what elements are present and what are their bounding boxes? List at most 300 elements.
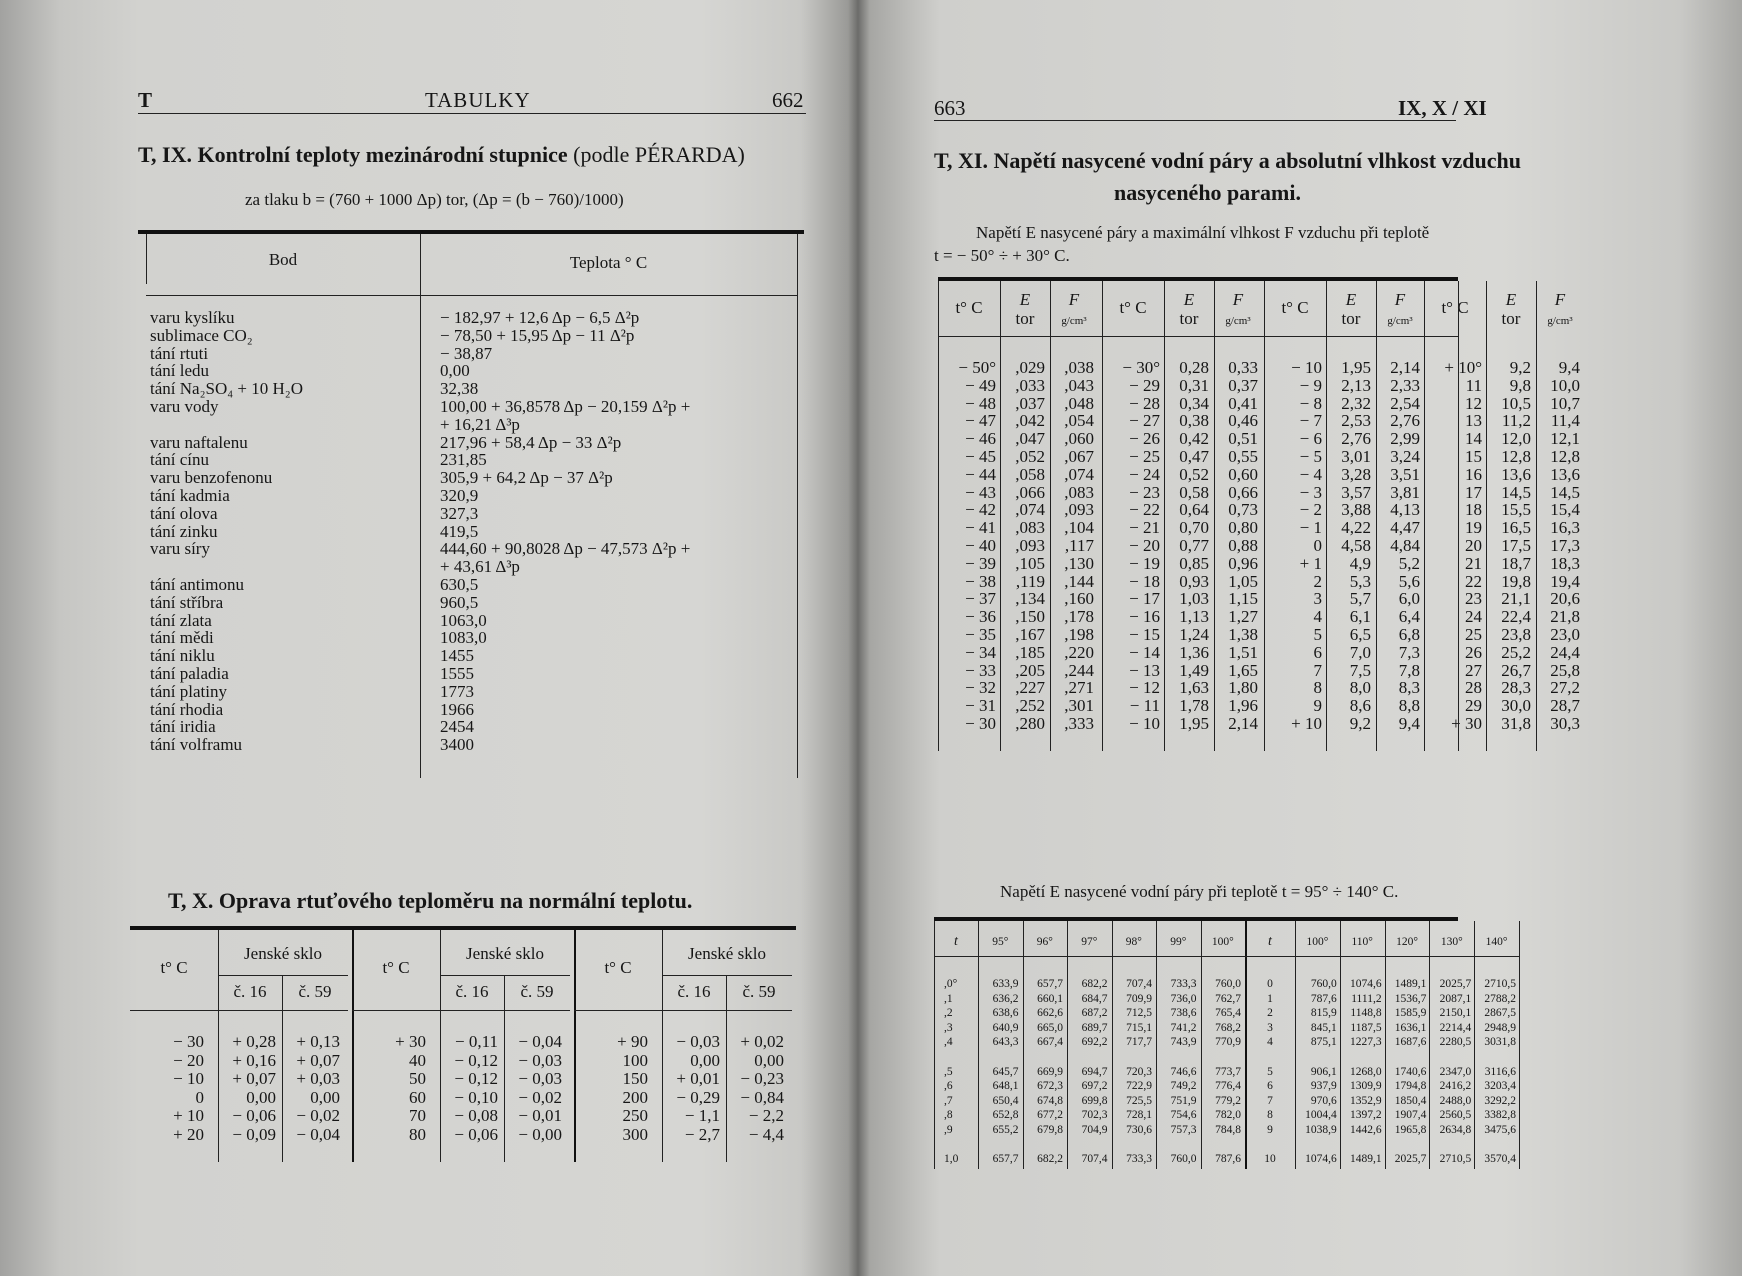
- t11-cell-t: − 31: [965, 696, 996, 716]
- t11-cell-t: 3: [1313, 589, 1322, 609]
- t12-header-left: 100°: [1211, 936, 1234, 948]
- t10-cell-c59: + 0,07: [296, 1050, 340, 1070]
- t12-cell: 669,9: [1037, 1065, 1063, 1078]
- t12-cell: 784,8: [1215, 1124, 1241, 1136]
- t10-cell-t: 100: [622, 1050, 648, 1070]
- t11-header-tor: tor: [1341, 309, 1361, 328]
- t12-cell: 2025,7: [1439, 978, 1472, 990]
- t11-cell-t: − 44: [965, 464, 996, 484]
- t11-cell-E: 0,52: [1179, 464, 1209, 484]
- t11-cell-F: 1,05: [1228, 571, 1258, 591]
- t11-cell-F: 11,4: [1550, 411, 1580, 431]
- t11-cell-F: ,130: [1064, 553, 1094, 573]
- t10-cell-c16: − 0,10: [454, 1087, 498, 1107]
- t10-cell-c59: − 0,02: [296, 1106, 340, 1126]
- t12-header-right: 110°: [1351, 936, 1373, 948]
- t9-title: [138, 142, 745, 168]
- t11-cell-F: ,048: [1064, 393, 1094, 413]
- t10-header-t: t° C: [160, 958, 188, 977]
- t11-cell-t: − 27: [1129, 411, 1160, 431]
- t12-cell-t: ,9: [944, 1124, 953, 1136]
- row-cell: 444,60 + 90,8028 Δp − 47,573 Δ²p +: [440, 539, 691, 559]
- t10-cell-c59: + 0,02: [740, 1032, 784, 1051]
- t12-cell: 3116,6: [1484, 1065, 1516, 1078]
- t12-cell: 2150,1: [1439, 1007, 1472, 1020]
- t12-header-right: 130°: [1440, 936, 1463, 948]
- t12-cell: 665,0: [1037, 1021, 1063, 1034]
- t11-cell-t: − 36: [965, 607, 996, 627]
- t12-cell: 779,2: [1215, 1094, 1241, 1107]
- t11-cell-t: − 5: [1299, 447, 1322, 466]
- t11-cell-F: 0,51: [1228, 429, 1258, 449]
- row-cell: varu naftalenu: [150, 432, 248, 452]
- t10-cell-c16: + 0,07: [232, 1069, 276, 1089]
- row-cell: tání rhodia: [150, 699, 224, 719]
- t11-cell-E: 3,88: [1341, 500, 1371, 520]
- row-cell: 231,85: [440, 450, 487, 470]
- t11-cell-t: 16: [1465, 464, 1482, 484]
- t11-cell-E: 1,63: [1179, 678, 1209, 698]
- t11-cell-F: ,271: [1064, 678, 1094, 698]
- t12-cell: 733,3: [1170, 978, 1197, 990]
- t11-cell-E: 1,13: [1179, 607, 1209, 627]
- t11-cell-F: 3,51: [1390, 464, 1420, 484]
- t11-cell-E: 0,70: [1179, 518, 1209, 538]
- t12-cell: 1111,2: [1351, 992, 1382, 1005]
- t11-header-t: t° C: [955, 298, 983, 317]
- t11-cell-E: ,185: [1015, 642, 1045, 662]
- t11-cell-F: 13,6: [1550, 464, 1580, 484]
- t12-header-t: t: [954, 934, 958, 949]
- t11-cell-E: 1,78: [1179, 696, 1209, 716]
- t9-column-divider: [420, 234, 421, 778]
- t11-cell-E: 5,7: [1349, 589, 1371, 609]
- t11-cell-E: 8,6: [1349, 696, 1371, 716]
- t12-cell: 2025,7: [1394, 1153, 1427, 1166]
- t11-cell-E: 28,3: [1501, 678, 1531, 698]
- t11-cell-t: − 11: [1129, 696, 1160, 716]
- t11-cell-F: 18,3: [1550, 553, 1580, 573]
- t12-cell: 782,0: [1215, 1109, 1241, 1122]
- t11-cell-t: − 2: [1299, 500, 1322, 520]
- t11-cell-F: ,067: [1064, 447, 1094, 466]
- row-cell: 320,9: [440, 485, 479, 505]
- t11-cell-E: 22,4: [1501, 607, 1531, 627]
- t12-top-rule: [934, 917, 1458, 921]
- t12-cell: 2634,8: [1439, 1124, 1472, 1136]
- t11-cell-E: 0,64: [1179, 500, 1209, 520]
- t12-cell: 730,6: [1126, 1124, 1152, 1136]
- t12-cell: 1907,4: [1394, 1109, 1427, 1122]
- t10-header-c16: č. 16: [455, 982, 489, 1001]
- t11-cell-t: − 50°: [958, 358, 996, 377]
- t12-left-border: [934, 921, 935, 1169]
- row-cell: 1063,0: [440, 610, 487, 630]
- t11-cell-F: 0,55: [1228, 447, 1258, 466]
- t11-cell-E: 2,13: [1341, 375, 1371, 395]
- t12-cell: 707,4: [1081, 1153, 1108, 1166]
- t12-header-t: t: [1268, 934, 1272, 949]
- row-cell: tání volframu: [150, 735, 243, 755]
- t11-cell-E: ,150: [1015, 607, 1045, 627]
- t11-cell-E: ,205: [1015, 660, 1045, 680]
- row-cell: 2454: [440, 717, 474, 737]
- t11-cell-t: 22: [1465, 571, 1482, 591]
- t10-cell-t: − 30: [173, 1032, 204, 1051]
- t11-cell-t: − 30: [965, 714, 996, 733]
- t12-cell: 765,4: [1215, 1007, 1241, 1020]
- t10-cell-c16: − 0,06: [454, 1125, 498, 1144]
- t10-cell-t: 150: [622, 1069, 648, 1089]
- t11-cell-F: 0,41: [1228, 393, 1258, 413]
- t10-cell-c16: − 0,12: [454, 1069, 498, 1089]
- t11-cell-t: − 10: [1129, 714, 1160, 733]
- t11-cell-t: + 30: [1451, 714, 1482, 733]
- t12-cell: 2280,5: [1439, 1036, 1472, 1049]
- t11-cell-t: − 49: [965, 375, 996, 395]
- t12-cell-t: 1,0: [944, 1153, 959, 1166]
- t12-cell: 692,2: [1081, 1036, 1108, 1049]
- t12-cell-t: 8: [1267, 1109, 1273, 1122]
- t11-cell-F: 6,4: [1398, 607, 1420, 627]
- t11-header-E: E: [1505, 290, 1517, 309]
- t11-cell-E: ,074: [1015, 500, 1045, 520]
- t11-cell-F: ,198: [1064, 625, 1094, 644]
- t11-cell-t: − 25: [1129, 447, 1160, 466]
- t11-cell-E: 16,5: [1501, 518, 1531, 538]
- t11-cell-E: 3,01: [1341, 447, 1371, 466]
- t12-cell: 970,6: [1310, 1094, 1337, 1107]
- t10-cell-t: 200: [622, 1087, 648, 1107]
- t11-cell-E: ,227: [1015, 678, 1045, 698]
- t12-cell-t: 3: [1267, 1021, 1273, 1034]
- t11-cell-t: − 35: [965, 625, 996, 644]
- t11-cell-F: ,301: [1064, 696, 1094, 716]
- t12-header-left: 98°: [1125, 936, 1142, 948]
- row-cell: 1455: [440, 646, 474, 666]
- t12-cell: 1965,8: [1394, 1124, 1427, 1136]
- t12-cell: 1309,9: [1349, 1080, 1382, 1093]
- t10-cell-c59: − 0,04: [518, 1032, 562, 1051]
- t11-cell-E: 3,28: [1341, 464, 1371, 484]
- t11-cell-E: 2,76: [1341, 429, 1371, 449]
- t11-cell-t: 5: [1313, 625, 1322, 644]
- t11-cell-t: − 3: [1299, 482, 1322, 502]
- t11-cell-F: 5,2: [1398, 553, 1420, 573]
- t12-cell: 638,6: [992, 1007, 1019, 1020]
- t10-header-rule: [574, 1010, 792, 1011]
- t11-cell-t: 9: [1313, 696, 1322, 716]
- row-cell: 327,3: [440, 503, 479, 523]
- t11-cell-F: 20,6: [1550, 589, 1580, 609]
- row-cell: tání stříbra: [150, 592, 224, 612]
- t11-cell-F: 0,88: [1228, 536, 1258, 555]
- t11-cell-F: 28,7: [1550, 696, 1580, 716]
- t12-cell-t: ,0°: [944, 978, 958, 990]
- t12-cell-t: 2: [1267, 1007, 1273, 1020]
- t9-header-bod: Bod: [268, 250, 298, 269]
- t10-cell-c16: + 0,16: [232, 1050, 276, 1070]
- t10-cell-t: 40: [409, 1050, 426, 1070]
- t12-cell-t: 9: [1267, 1124, 1273, 1136]
- t10-header-c59: č. 59: [742, 982, 776, 1001]
- t12-cell: 636,2: [992, 992, 1019, 1005]
- t12-cell: 2488,0: [1439, 1094, 1472, 1107]
- t10-cell-t: + 20: [173, 1125, 204, 1144]
- row-cell: − 182,97 + 12,6 Δp − 6,5 Δ²p: [440, 308, 640, 327]
- t12-cell: 3475,6: [1484, 1124, 1516, 1136]
- t11-cell-t: − 8: [1299, 393, 1322, 413]
- t11-cell-E: 25,2: [1501, 642, 1531, 662]
- t10-cell-c59: + 0,03: [296, 1069, 340, 1089]
- t12-cell: 648,1: [992, 1080, 1019, 1093]
- t9-subtitle: za tlaku b = (760 + 1000 Δp) tor, (Δp = (b − 760)/1000): [245, 190, 624, 209]
- t11-cell-t: − 7: [1299, 411, 1322, 431]
- t11-cell-F: 0,37: [1228, 375, 1258, 395]
- t11-cell-E: 19,8: [1501, 571, 1531, 591]
- t11-cell-F: 1,15: [1228, 589, 1258, 609]
- header-page-number: 662: [772, 88, 804, 112]
- t11-cell-F: 0,66: [1228, 482, 1258, 502]
- t12-cell-t: 4: [1267, 1036, 1273, 1049]
- t11-cell-t: − 46: [965, 429, 996, 449]
- t12-cell: 682,2: [1037, 1153, 1063, 1166]
- t10-cell-c59: − 2,2: [748, 1106, 784, 1126]
- t11-cell-E: 1,49: [1179, 660, 1209, 680]
- t11-cell-F: 0,96: [1228, 553, 1258, 573]
- t10-header-c16: č. 16: [233, 982, 267, 1001]
- t11-cell-F: ,074: [1064, 464, 1094, 484]
- t12-cell: 1794,8: [1394, 1080, 1427, 1093]
- t11-cell-F: 1,27: [1228, 607, 1258, 627]
- t12-cell: 655,2: [992, 1124, 1019, 1136]
- t12-cell-t: ,8: [944, 1109, 953, 1122]
- t10-cell-c16: − 0,03: [676, 1032, 720, 1051]
- t12-cell: 679,8: [1037, 1124, 1063, 1136]
- t11-cell-t: 14: [1465, 429, 1482, 449]
- t11-header-gcm: g/cm³: [1225, 315, 1251, 327]
- t11-cell-t: 2: [1313, 571, 1322, 591]
- t11-header-E: E: [1183, 290, 1195, 309]
- t10-cell-c59: 0,00: [754, 1050, 784, 1070]
- t12-cell-t: ,2: [944, 1007, 953, 1020]
- header-rule: [934, 120, 1456, 121]
- t12-cell: 770,9: [1215, 1036, 1241, 1049]
- t12-cell: 754,6: [1170, 1109, 1197, 1122]
- t11-cell-t: − 17: [1129, 589, 1160, 609]
- t11-cell-t: − 21: [1129, 518, 1160, 538]
- t11-cell-t: − 12: [1129, 678, 1160, 698]
- t11-cell-t: − 30°: [1122, 358, 1160, 377]
- row-cell: tání zinku: [150, 521, 218, 541]
- t12-cell: 2214,4: [1439, 1021, 1472, 1034]
- t11-cell-E: 0,47: [1179, 447, 1209, 466]
- t11-header-F: F: [1554, 290, 1566, 309]
- row-cell: varu vody: [150, 396, 219, 416]
- t12-cell: 709,9: [1126, 992, 1152, 1005]
- t11-cell-t: − 22: [1129, 500, 1160, 520]
- t12-cell: 1585,9: [1394, 1007, 1427, 1020]
- t11-cell-F: ,093: [1064, 500, 1094, 520]
- t12-cell: 660,1: [1037, 992, 1063, 1005]
- t12-cell: 704,9: [1081, 1124, 1108, 1136]
- t12-cell: 677,2: [1037, 1109, 1063, 1122]
- t11-cell-t: − 41: [965, 518, 996, 538]
- t12-cell: 1268,0: [1349, 1065, 1382, 1078]
- t11-cell-F: ,104: [1064, 518, 1094, 538]
- t12-cell: 751,9: [1170, 1094, 1197, 1107]
- t11-cell-F: 2,14: [1228, 714, 1258, 733]
- t12-cell: 1004,4: [1305, 1109, 1337, 1122]
- t11-title-line2: nasyceného parami.: [1114, 180, 1301, 205]
- row-cell: tání cínu: [150, 450, 210, 470]
- t12-cell: 1850,4: [1394, 1094, 1427, 1107]
- t10-cell-c16: 0,00: [246, 1087, 276, 1107]
- t11-cell-F: 8,8: [1398, 696, 1420, 716]
- t11-cell-F: 1,51: [1228, 642, 1258, 662]
- t12-header-rule: [934, 956, 1519, 957]
- t11-cell-t: 21: [1465, 553, 1482, 573]
- t10-cell-t: 50: [409, 1069, 426, 1089]
- t11-cell-E: 30,0: [1501, 696, 1531, 716]
- t11-cell-E: ,052: [1015, 447, 1045, 466]
- t11-cell-F: 3,81: [1390, 482, 1420, 502]
- row-cell: 3400: [440, 735, 474, 755]
- t12-cell: 1442,6: [1349, 1124, 1382, 1136]
- t11-cell-E: ,037: [1015, 393, 1045, 413]
- t12-cell: 697,2: [1081, 1080, 1108, 1093]
- row-cell: 305,9 + 64,2 Δp − 37 Δ²p: [440, 468, 613, 488]
- t12-cell: 749,2: [1170, 1080, 1197, 1093]
- t11-cell-t: 8: [1313, 678, 1322, 698]
- t11-cell-t: + 10°: [1444, 358, 1482, 377]
- t10-cell-t: 0: [195, 1087, 204, 1107]
- t11-right-border: [1458, 281, 1459, 751]
- t11-cell-t: − 19: [1129, 553, 1160, 573]
- t12-cell: 845,1: [1310, 1021, 1337, 1034]
- t11-cell-E: 11,2: [1501, 411, 1531, 431]
- t12-cell: 1187,5: [1350, 1021, 1382, 1034]
- t11-header-F: F: [1232, 290, 1244, 309]
- t11-cell-E: ,252: [1015, 696, 1045, 716]
- t11-cell-F: 25,8: [1550, 660, 1580, 680]
- t11-cell-E: ,280: [1015, 714, 1045, 733]
- t11-cell-t: − 28: [1129, 393, 1160, 413]
- row-cell: tání iridia: [150, 717, 216, 737]
- t12-cell: 2867,5: [1484, 1007, 1516, 1020]
- t11-cell-E: 7,0: [1349, 642, 1371, 662]
- t11-cell-F: 16,3: [1550, 518, 1580, 538]
- t12-cell: 768,2: [1215, 1021, 1241, 1034]
- t11-header-E: E: [1345, 290, 1357, 309]
- row-cell: [150, 558, 303, 576]
- t11-cell-E: 13,6: [1501, 464, 1531, 484]
- t11-cell-E: 0,77: [1179, 536, 1209, 555]
- right-page: [858, 0, 1742, 1276]
- t12-cell: 815,9: [1310, 1007, 1337, 1020]
- t11-cell-F: 6,8: [1398, 625, 1420, 644]
- t10-cell-t: 250: [622, 1106, 648, 1126]
- t11-cell-t: − 15: [1129, 625, 1160, 644]
- row-cell: 1083,0: [440, 628, 487, 648]
- row-cell: 0,00: [440, 361, 470, 381]
- t11-cell-t: 13: [1465, 411, 1482, 431]
- t12-cell: 643,3: [992, 1036, 1019, 1049]
- t11-cell-t: 27: [1465, 660, 1482, 680]
- t12-header-left: 96°: [1036, 936, 1053, 948]
- t12-cell: 906,1: [1310, 1065, 1337, 1078]
- t11-cell-E: 7,5: [1349, 660, 1371, 680]
- t11-title-line1: T, XI. Napětí nasycené vodní páry a absolutní vlhkost vzduchu: [934, 148, 1521, 173]
- t12-cell-t: 10: [1264, 1153, 1276, 1166]
- t11-cell-E: 8,0: [1349, 678, 1371, 698]
- t10-cell-t: + 10: [173, 1106, 204, 1126]
- t12-header-left: 95°: [992, 936, 1009, 948]
- t11-cell-E: 6,5: [1349, 625, 1371, 644]
- t11-cell-t: − 20: [1129, 536, 1160, 555]
- t11-cell-E: 2,32: [1341, 393, 1371, 413]
- t11-cell-t: − 14: [1129, 642, 1160, 662]
- t12-cell: 757,3: [1170, 1124, 1197, 1136]
- t10-title: T, X. Oprava rtuťového teploměru na normální teplotu.: [168, 888, 693, 913]
- t10-header-mid-rule: [218, 975, 348, 976]
- t12-cell: 725,5: [1126, 1094, 1152, 1107]
- t11-cell-F: 17,3: [1550, 536, 1580, 555]
- t11-header-E: E: [1019, 290, 1031, 309]
- t11-cell-t: − 18: [1129, 571, 1160, 591]
- t11-cell-F: ,333: [1064, 714, 1094, 733]
- t11-cell-t: − 4: [1299, 464, 1322, 484]
- t11-cell-t: 4: [1313, 607, 1322, 627]
- t11-cell-t: 17: [1465, 482, 1482, 502]
- row-cell: tání paladia: [150, 663, 229, 683]
- t11-cell-E: 26,7: [1501, 660, 1531, 680]
- t11-cell-E: ,042: [1015, 411, 1045, 431]
- t10-header-glass: Jenské sklo: [688, 944, 766, 963]
- t10-header-rule: [352, 1010, 570, 1011]
- t10-header-rule: [130, 1010, 348, 1011]
- t11-cell-t: + 10: [1291, 714, 1322, 733]
- t11-cell-E: 1,95: [1179, 714, 1209, 733]
- t12-cell: 720,3: [1126, 1065, 1152, 1078]
- t11-cell-F: ,220: [1064, 642, 1094, 662]
- t11-cell-E: 12,0: [1501, 429, 1531, 449]
- t11-cell-t: − 29: [1129, 375, 1160, 395]
- t12-cell: 2087,1: [1439, 992, 1472, 1005]
- t10-cell-c59: − 0,02: [518, 1087, 562, 1107]
- t12-cell: 2710,5: [1439, 1153, 1472, 1166]
- t11-cell-E: 9,2: [1509, 358, 1531, 377]
- t12-cell: 1397,2: [1349, 1109, 1382, 1122]
- row-cell: − 38,87: [440, 343, 493, 363]
- t12-cell: 1740,6: [1394, 1065, 1427, 1078]
- t11-header-t: t° C: [1441, 298, 1469, 317]
- t11-cell-t: 29: [1465, 696, 1482, 716]
- t11-cell-t: − 48: [965, 393, 996, 413]
- t10-header-mid-rule: [662, 975, 792, 976]
- t11-cell-E: ,047: [1015, 429, 1045, 449]
- row-cell: 217,96 + 58,4 Δp − 33 Δ²p: [440, 432, 622, 452]
- t10-cell-t: + 90: [617, 1032, 648, 1051]
- t12-cell: 640,9: [992, 1021, 1019, 1034]
- t12-cell: 728,1: [1126, 1109, 1152, 1122]
- t12-cell: 2416,2: [1439, 1080, 1472, 1093]
- t9-author: (podle PÉRARDA): [573, 142, 745, 167]
- t11-cell-t: − 42: [965, 500, 996, 520]
- t11-cell-E: 0,34: [1179, 393, 1209, 413]
- row-cell: varu benzofenonu: [150, 468, 273, 488]
- t11-cell-F: ,043: [1064, 375, 1094, 395]
